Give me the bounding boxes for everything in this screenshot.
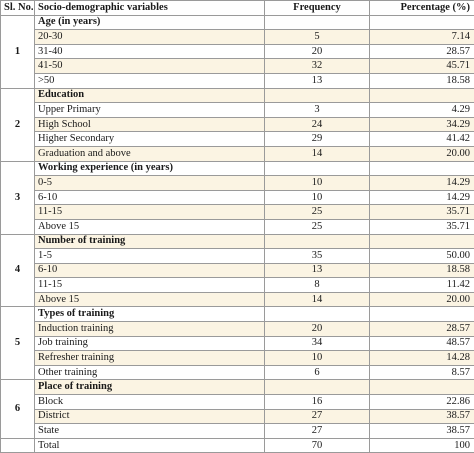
- row-percentage: 35.71: [370, 205, 474, 220]
- row-label: 11-15: [35, 205, 265, 220]
- row-percentage: 7.14: [370, 30, 474, 45]
- table-row: [1, 278, 474, 293]
- row-percentage: 38.57: [370, 424, 474, 439]
- table-row: [1, 59, 474, 74]
- row-frequency: 14: [265, 146, 370, 161]
- category-row: [1, 380, 474, 395]
- category-title: Place of training: [35, 380, 265, 395]
- row-frequency: 5: [265, 30, 370, 45]
- serial-number: 4: [1, 234, 35, 307]
- category-title: Working experience (in years): [35, 161, 265, 176]
- row-frequency: 3: [265, 103, 370, 118]
- table-row: [1, 263, 474, 278]
- row-frequency: 34: [265, 336, 370, 351]
- row-label: 31-40: [35, 44, 265, 59]
- row-label: Job training: [35, 336, 265, 351]
- table-row: [1, 292, 474, 307]
- row-percentage: 35.71: [370, 219, 474, 234]
- row-frequency: 16: [265, 395, 370, 410]
- row-percentage: 28.57: [370, 44, 474, 59]
- row-label: 6-10: [35, 190, 265, 205]
- category-title: Age (in years): [35, 15, 265, 30]
- row-label: Block: [35, 395, 265, 410]
- table-row: [1, 336, 474, 351]
- row-frequency: 10: [265, 190, 370, 205]
- table-row: [1, 365, 474, 380]
- header-variables: Socio-demographic variables: [35, 1, 265, 16]
- total-row: [1, 438, 474, 453]
- category-title: Number of training: [35, 234, 265, 249]
- header-frequency: Frequency: [265, 1, 370, 16]
- table-row: [1, 424, 474, 439]
- row-percentage: 45.71: [370, 59, 474, 74]
- table-row: [1, 132, 474, 147]
- row-frequency: 13: [265, 263, 370, 278]
- row-frequency: 20: [265, 44, 370, 59]
- row-frequency: 13: [265, 73, 370, 88]
- total-percentage: 100: [370, 438, 474, 453]
- header-percentage: Percentage (%): [370, 1, 474, 16]
- table-row: [1, 44, 474, 59]
- table-row: [1, 205, 474, 220]
- row-label: Higher Secondary: [35, 132, 265, 147]
- category-row: [1, 234, 474, 249]
- table-row: [1, 117, 474, 132]
- total-label: Total: [35, 438, 265, 453]
- row-percentage: 14.29: [370, 176, 474, 191]
- row-label: Above 15: [35, 292, 265, 307]
- row-label: 20-30: [35, 30, 265, 45]
- category-title: Types of training: [35, 307, 265, 322]
- row-label: 0-5: [35, 176, 265, 191]
- table-row: [1, 30, 474, 45]
- table-row: [1, 395, 474, 410]
- serial-number: 2: [1, 88, 35, 161]
- row-label: 11-15: [35, 278, 265, 293]
- row-percentage: 34.29: [370, 117, 474, 132]
- row-label: High School: [35, 117, 265, 132]
- category-row: [1, 88, 474, 103]
- row-frequency: 35: [265, 249, 370, 264]
- serial-number: 1: [1, 15, 35, 88]
- serial-number: 3: [1, 161, 35, 234]
- row-percentage: 4.29: [370, 103, 474, 118]
- row-percentage: 18.58: [370, 73, 474, 88]
- row-percentage: 48.57: [370, 336, 474, 351]
- row-percentage: 20.00: [370, 146, 474, 161]
- table-row: [1, 176, 474, 191]
- row-percentage: 18.58: [370, 263, 474, 278]
- row-frequency: 20: [265, 322, 370, 337]
- row-percentage: 20.00: [370, 292, 474, 307]
- category-title: Education: [35, 88, 265, 103]
- category-row: [1, 15, 474, 30]
- row-percentage: 14.29: [370, 190, 474, 205]
- row-label: Graduation and above: [35, 146, 265, 161]
- row-percentage: 22.86: [370, 395, 474, 410]
- row-label: State: [35, 424, 265, 439]
- row-percentage: 38.57: [370, 409, 474, 424]
- row-label: 6-10: [35, 263, 265, 278]
- row-label: Other training: [35, 365, 265, 380]
- row-label: 41-50: [35, 59, 265, 74]
- table-row: [1, 249, 474, 264]
- row-frequency: 29: [265, 132, 370, 147]
- row-label: Induction training: [35, 322, 265, 337]
- row-frequency: 6: [265, 365, 370, 380]
- row-label: Refresher training: [35, 351, 265, 366]
- row-label: Upper Primary: [35, 103, 265, 118]
- row-label: District: [35, 409, 265, 424]
- row-frequency: 10: [265, 351, 370, 366]
- row-frequency: 32: [265, 59, 370, 74]
- row-frequency: 8: [265, 278, 370, 293]
- table-row: [1, 146, 474, 161]
- table-row: [1, 190, 474, 205]
- serial-number: 6: [1, 380, 35, 438]
- row-percentage: 41.42: [370, 132, 474, 147]
- table-row: [1, 73, 474, 88]
- header-sl-no: Sl. No.: [1, 1, 35, 16]
- row-label: Above 15: [35, 219, 265, 234]
- category-row: [1, 161, 474, 176]
- total-frequency: 70: [265, 438, 370, 453]
- table-row: [1, 103, 474, 118]
- row-frequency: 24: [265, 117, 370, 132]
- table-row: [1, 219, 474, 234]
- row-percentage: 8.57: [370, 365, 474, 380]
- header-row: [1, 1, 474, 16]
- row-frequency: 14: [265, 292, 370, 307]
- row-frequency: 27: [265, 424, 370, 439]
- row-frequency: 25: [265, 219, 370, 234]
- table-row: [1, 322, 474, 337]
- row-frequency: 27: [265, 409, 370, 424]
- row-label: >50: [35, 73, 265, 88]
- row-percentage: 50.00: [370, 249, 474, 264]
- row-percentage: 28.57: [370, 322, 474, 337]
- row-label: 1-5: [35, 249, 265, 264]
- table-row: [1, 351, 474, 366]
- table-row: [1, 409, 474, 424]
- row-frequency: 10: [265, 176, 370, 191]
- serial-number: 5: [1, 307, 35, 380]
- category-row: [1, 307, 474, 322]
- row-percentage: 14.28: [370, 351, 474, 366]
- row-percentage: 11.42: [370, 278, 474, 293]
- row-frequency: 25: [265, 205, 370, 220]
